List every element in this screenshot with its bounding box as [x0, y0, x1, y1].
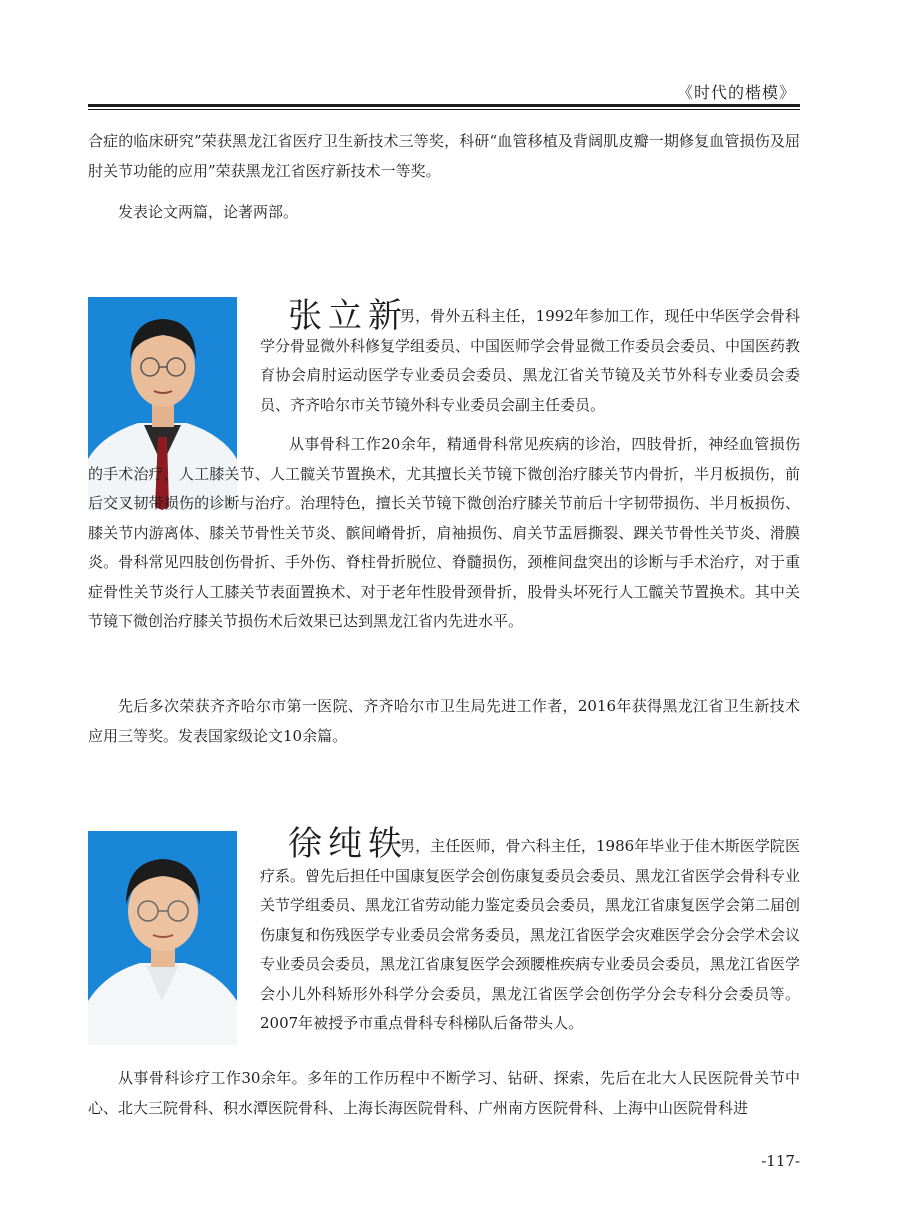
doctor-name-1: 张立新: [288, 296, 408, 336]
running-header-title: 《时代的楷模》: [676, 83, 796, 102]
doctor-1-bio: 男，骨外五科主任，1992年参加工作，现任中华医学会骨科学分骨显微外科修复学组委员、中国医师学会骨显微工作委员会委员、中国医药教育协会肩肘运动医学专业委员会委员、黑龙江省关节镜及关节外科专业委员会委员、齐齐哈尔市关节镜外科专业委员会副主任委员。: [260, 307, 801, 414]
page-number: -117-: [761, 1152, 800, 1170]
doctor-2-experience: 从事骨科诊疗工作30余年。多年的工作历程中不断学习、钻研、探索，先后在北大人民医院骨关节中心、北大三院骨科、积水潭医院骨科、上海长海医院骨科、广州南方医院骨科、上海中山医院骨科进: [88, 1069, 800, 1117]
doctor-2-bio: 男，主任医师，骨六科主任，1986年毕业于佳木斯医学院医疗系。曾先后担任中国康复医学会创伤康复委员会委员、黑龙江省医学会骨科专业关节学组委员、黑龙江省劳动能力鉴定委员会委员，黑龙江省康复医学会第二届创伤康复和伤残医学专业委员会常务委员，黑龙江省医学会灾难医学会分会学术会议专业委员会委员，黑龙江省康复医学会颈腰椎疾病专业委员会委员，黑龙江省医学会小儿外科矫形外科学分会委员，黑龙江省医学会创伤学分会专科分会委员等。2007年被授予市重点骨科专科梯队后备带头人。: [260, 837, 801, 1032]
intro-paragraph-1: 合症的临床研究”荣获黑龙江省医疗卫生新技术三等奖，科研“血管移植及背阔肌皮瓣一期修复血管损伤及屈肘关节功能的应用”荣获黑龙江省医疗新技术一等奖。: [88, 132, 800, 180]
doctor-portrait-icon: [88, 831, 237, 1045]
intro-paragraph-2: 发表论文两篇，论著两部。: [118, 203, 299, 221]
doctor-name-2: 徐纯轶: [288, 824, 408, 864]
doctor-1-expertise: 从事骨科工作20余年，精通骨科常见疾病的诊治，四肢骨折，神经血管损伤的手术治疗，人工膝关节、人工髋关节置换术，尤其擅长关节镜下微创治疗膝关节内骨折，半月板损伤，前后交叉韧带损伤的诊断与治疗。治理特色，擅长关节镜下微创治疗膝关节前后十字韧带损伤、半月板损伤、膝关节内游离体、膝关节骨性关节炎、髌间嵴骨折，肩袖损伤、肩关节盂唇撕裂、踝关节骨性关节炎、滑膜炎。骨科常见四肢创伤骨折、手外伤、脊柱骨折脱位、脊髓损伤，颈椎间盘突出的诊断与手术治疗，对于重症骨性关节炎行人工膝关节表面置换术、对于老年性股骨颈骨折，股骨头坏死行人工髋关节置换术。其中关节镜下微创治疗膝关节损伤术后效果已达到黑龙江省内先进水平。: [88, 435, 800, 630]
header-rule-thin: [88, 109, 800, 110]
header-rule-thick: [88, 104, 800, 107]
doctor-1-awards: 先后多次荣获齐齐哈尔市第一医院、齐齐哈尔市卫生局先进工作者，2016年获得黑龙江省卫生新技术应用三等奖。发表国家级论文10余篇。: [88, 697, 800, 745]
